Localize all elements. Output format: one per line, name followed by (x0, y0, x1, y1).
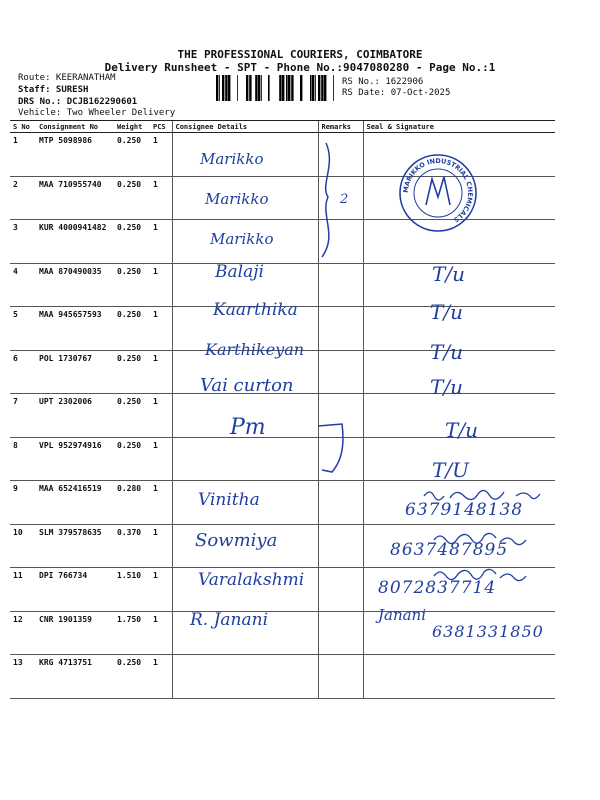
col-consignment: Consignment No (36, 121, 114, 133)
row-pcs: 1 (150, 481, 172, 525)
row-pcs: 1 (150, 524, 172, 568)
col-pcs: PCS (150, 121, 172, 133)
row-consignee-details (172, 176, 318, 220)
row-sno: 3 (10, 220, 36, 264)
row-sno: 6 (10, 350, 36, 394)
row-sno: 11 (10, 568, 36, 612)
row-weight: 0.370 (114, 524, 150, 568)
row-sno: 10 (10, 524, 36, 568)
handwritten-phone: 8637487895 (390, 540, 509, 560)
row-pcs: 1 (150, 220, 172, 264)
row-weight: 0.250 (114, 176, 150, 220)
vehicle-label: Vehicle: Two Wheeler Delivery (18, 108, 176, 118)
row-consignment-no: MAA 945657593 (36, 307, 114, 351)
table-row (10, 394, 555, 438)
handwritten-signature: T/u (432, 262, 465, 286)
handwritten-name: Balaji (215, 262, 264, 282)
row-weight: 0.250 (114, 350, 150, 394)
row-pcs: 1 (150, 133, 172, 177)
row-weight: 0.250 (114, 220, 150, 264)
row-seal-signature (363, 655, 555, 699)
handwritten-name: Vinitha (198, 490, 260, 510)
row-consignment-no: SLM 379578635 (36, 524, 114, 568)
row-consignee-details (172, 307, 318, 351)
table-row (10, 307, 555, 351)
handwritten-phone: 8072837714 (378, 578, 497, 598)
row-consignee-details (172, 263, 318, 307)
row-consignment-no: MAA 652416519 (36, 481, 114, 525)
table-row (10, 437, 555, 481)
row-consignee-details (172, 611, 318, 655)
table-header-row (10, 121, 555, 133)
row-consignee-details (172, 655, 318, 699)
row-seal-signature (363, 611, 555, 655)
row-consignee-details (172, 481, 318, 525)
row-seal-signature (363, 437, 555, 481)
row-sno: 12 (10, 611, 36, 655)
company-seal-stamp (398, 153, 478, 233)
col-remarks: Remarks (318, 121, 363, 133)
row-consignment-no: VPL 952974916 (36, 437, 114, 481)
row-consignment-no: CNR 1901359 (36, 611, 114, 655)
row-pcs: 1 (150, 568, 172, 612)
remarks-bracket-mark (312, 135, 357, 265)
handwritten-name: Marikko (200, 150, 264, 168)
row-remarks (318, 524, 363, 568)
row-consignee-details (172, 437, 318, 481)
row-remarks (318, 568, 363, 612)
row-pcs: 1 (150, 176, 172, 220)
row-seal-signature (363, 394, 555, 438)
row-sno: 7 (10, 394, 36, 438)
row-sno: 8 (10, 437, 36, 481)
row-remarks (318, 350, 363, 394)
row-pcs: 1 (150, 350, 172, 394)
row-consignment-no: DPI 766734 (36, 568, 114, 612)
tamil-script-signature (420, 486, 550, 502)
row-sno: 5 (10, 307, 36, 351)
table-row (10, 350, 555, 394)
row-sno: 13 (10, 655, 36, 699)
svg-text:MARIKKO INDUSTRIAL CHEMICALS (402, 157, 474, 224)
handwritten-signature: T/u (430, 340, 463, 364)
row-consignee-details (172, 350, 318, 394)
row-consignee-details (172, 220, 318, 264)
company-title: THE PROFESSIONAL COURIERS, COIMBATORE (177, 48, 423, 61)
row-seal-signature (363, 350, 555, 394)
row-pcs: 1 (150, 307, 172, 351)
row-weight: 1.750 (114, 611, 150, 655)
drs-number: DRS No.: DCJB162290601 (18, 97, 138, 107)
col-signature: Seal & Signature (363, 121, 555, 133)
row-consignee-details (172, 394, 318, 438)
row-consignment-no: UPT 2302006 (36, 394, 114, 438)
row-seal-signature (363, 307, 555, 351)
col-weight: Weight (114, 121, 150, 133)
handwritten-signature: T/U (432, 458, 469, 482)
route-label: Route: KEERANATHAM (18, 73, 116, 83)
handwritten-phone: 6379148138 (405, 500, 524, 520)
row-sno: 1 (10, 133, 36, 177)
row-consignment-no: MAA 870490035 (36, 263, 114, 307)
row-seal-signature (363, 263, 555, 307)
row-consignment-no: POL 1730767 (36, 350, 114, 394)
row-weight: 0.250 (114, 655, 150, 699)
row-weight: 1.510 (114, 568, 150, 612)
row-consignment-no: KRG 4713751 (36, 655, 114, 699)
handwritten-name: R. Janani (190, 610, 269, 630)
remarks-mark: 2 (340, 192, 349, 207)
row-consignment-no: MAA 710955740 (36, 176, 114, 220)
barcode-image (216, 75, 338, 101)
row-consignee-details (172, 568, 318, 612)
runsheet-subtitle: Delivery Runsheet - SPT - Phone No.:9047080280 - Page No.:1 (104, 61, 496, 74)
handwritten-signature: T/u (430, 300, 463, 324)
row-pcs: 1 (150, 263, 172, 307)
handwritten-name: Varalakshmi (198, 570, 305, 590)
row-sno: 4 (10, 263, 36, 307)
handwritten-name: Pm (230, 415, 266, 440)
row-consignment-no: MTP 5098986 (36, 133, 114, 177)
handwritten-name: Marikko (210, 230, 274, 248)
rs-date: RS Date: 07-Oct-2025 (342, 88, 451, 98)
row-pcs: 1 (150, 437, 172, 481)
row-consignee-details (172, 524, 318, 568)
handwritten-name: Sowmiya (195, 530, 278, 551)
row-weight: 0.250 (114, 394, 150, 438)
rs-number: RS No.: 1622906 (342, 77, 424, 87)
row-remarks (318, 655, 363, 699)
table-row (10, 611, 555, 655)
row-pcs: 1 (150, 655, 172, 699)
row-weight: 0.250 (114, 307, 150, 351)
row-pcs: 1 (150, 611, 172, 655)
tamil-script-signature (430, 530, 550, 546)
handwritten-signature: T/u (445, 418, 478, 442)
row-sno: 9 (10, 481, 36, 525)
handwritten-signature: Janani (378, 606, 427, 624)
row-consignment-no: KUR 4000941482 (36, 220, 114, 264)
handwritten-name: Kaarthika (213, 300, 298, 320)
row-sno: 2 (10, 176, 36, 220)
row-weight: 0.250 (114, 437, 150, 481)
tamil-script-signature (430, 566, 550, 582)
row-remarks (318, 481, 363, 525)
handwritten-name: Marikko (205, 190, 269, 208)
table-row (10, 263, 555, 307)
row-remarks (318, 307, 363, 351)
row-remarks (318, 611, 363, 655)
handwritten-signature: T/u (430, 375, 463, 399)
row-weight: 0.280 (114, 481, 150, 525)
table-row (10, 655, 555, 699)
row-consignee-details (172, 133, 318, 177)
handwritten-name: Vai curton (200, 375, 294, 396)
row-weight: 0.250 (114, 133, 150, 177)
handwritten-name: Karthikeyan (205, 340, 305, 359)
remarks-bracket-mark (312, 418, 352, 478)
handwritten-phone: 6381331850 (432, 622, 544, 641)
col-consignee: Consignee Details (172, 121, 318, 133)
row-weight: 0.250 (114, 263, 150, 307)
stamp-text: MARIKKO INDUSTRIAL CHEMICALS (401, 156, 475, 224)
col-sno: S No (10, 121, 36, 133)
staff-label: Staff: SURESH (18, 85, 89, 95)
row-remarks (318, 263, 363, 307)
row-pcs: 1 (150, 394, 172, 438)
